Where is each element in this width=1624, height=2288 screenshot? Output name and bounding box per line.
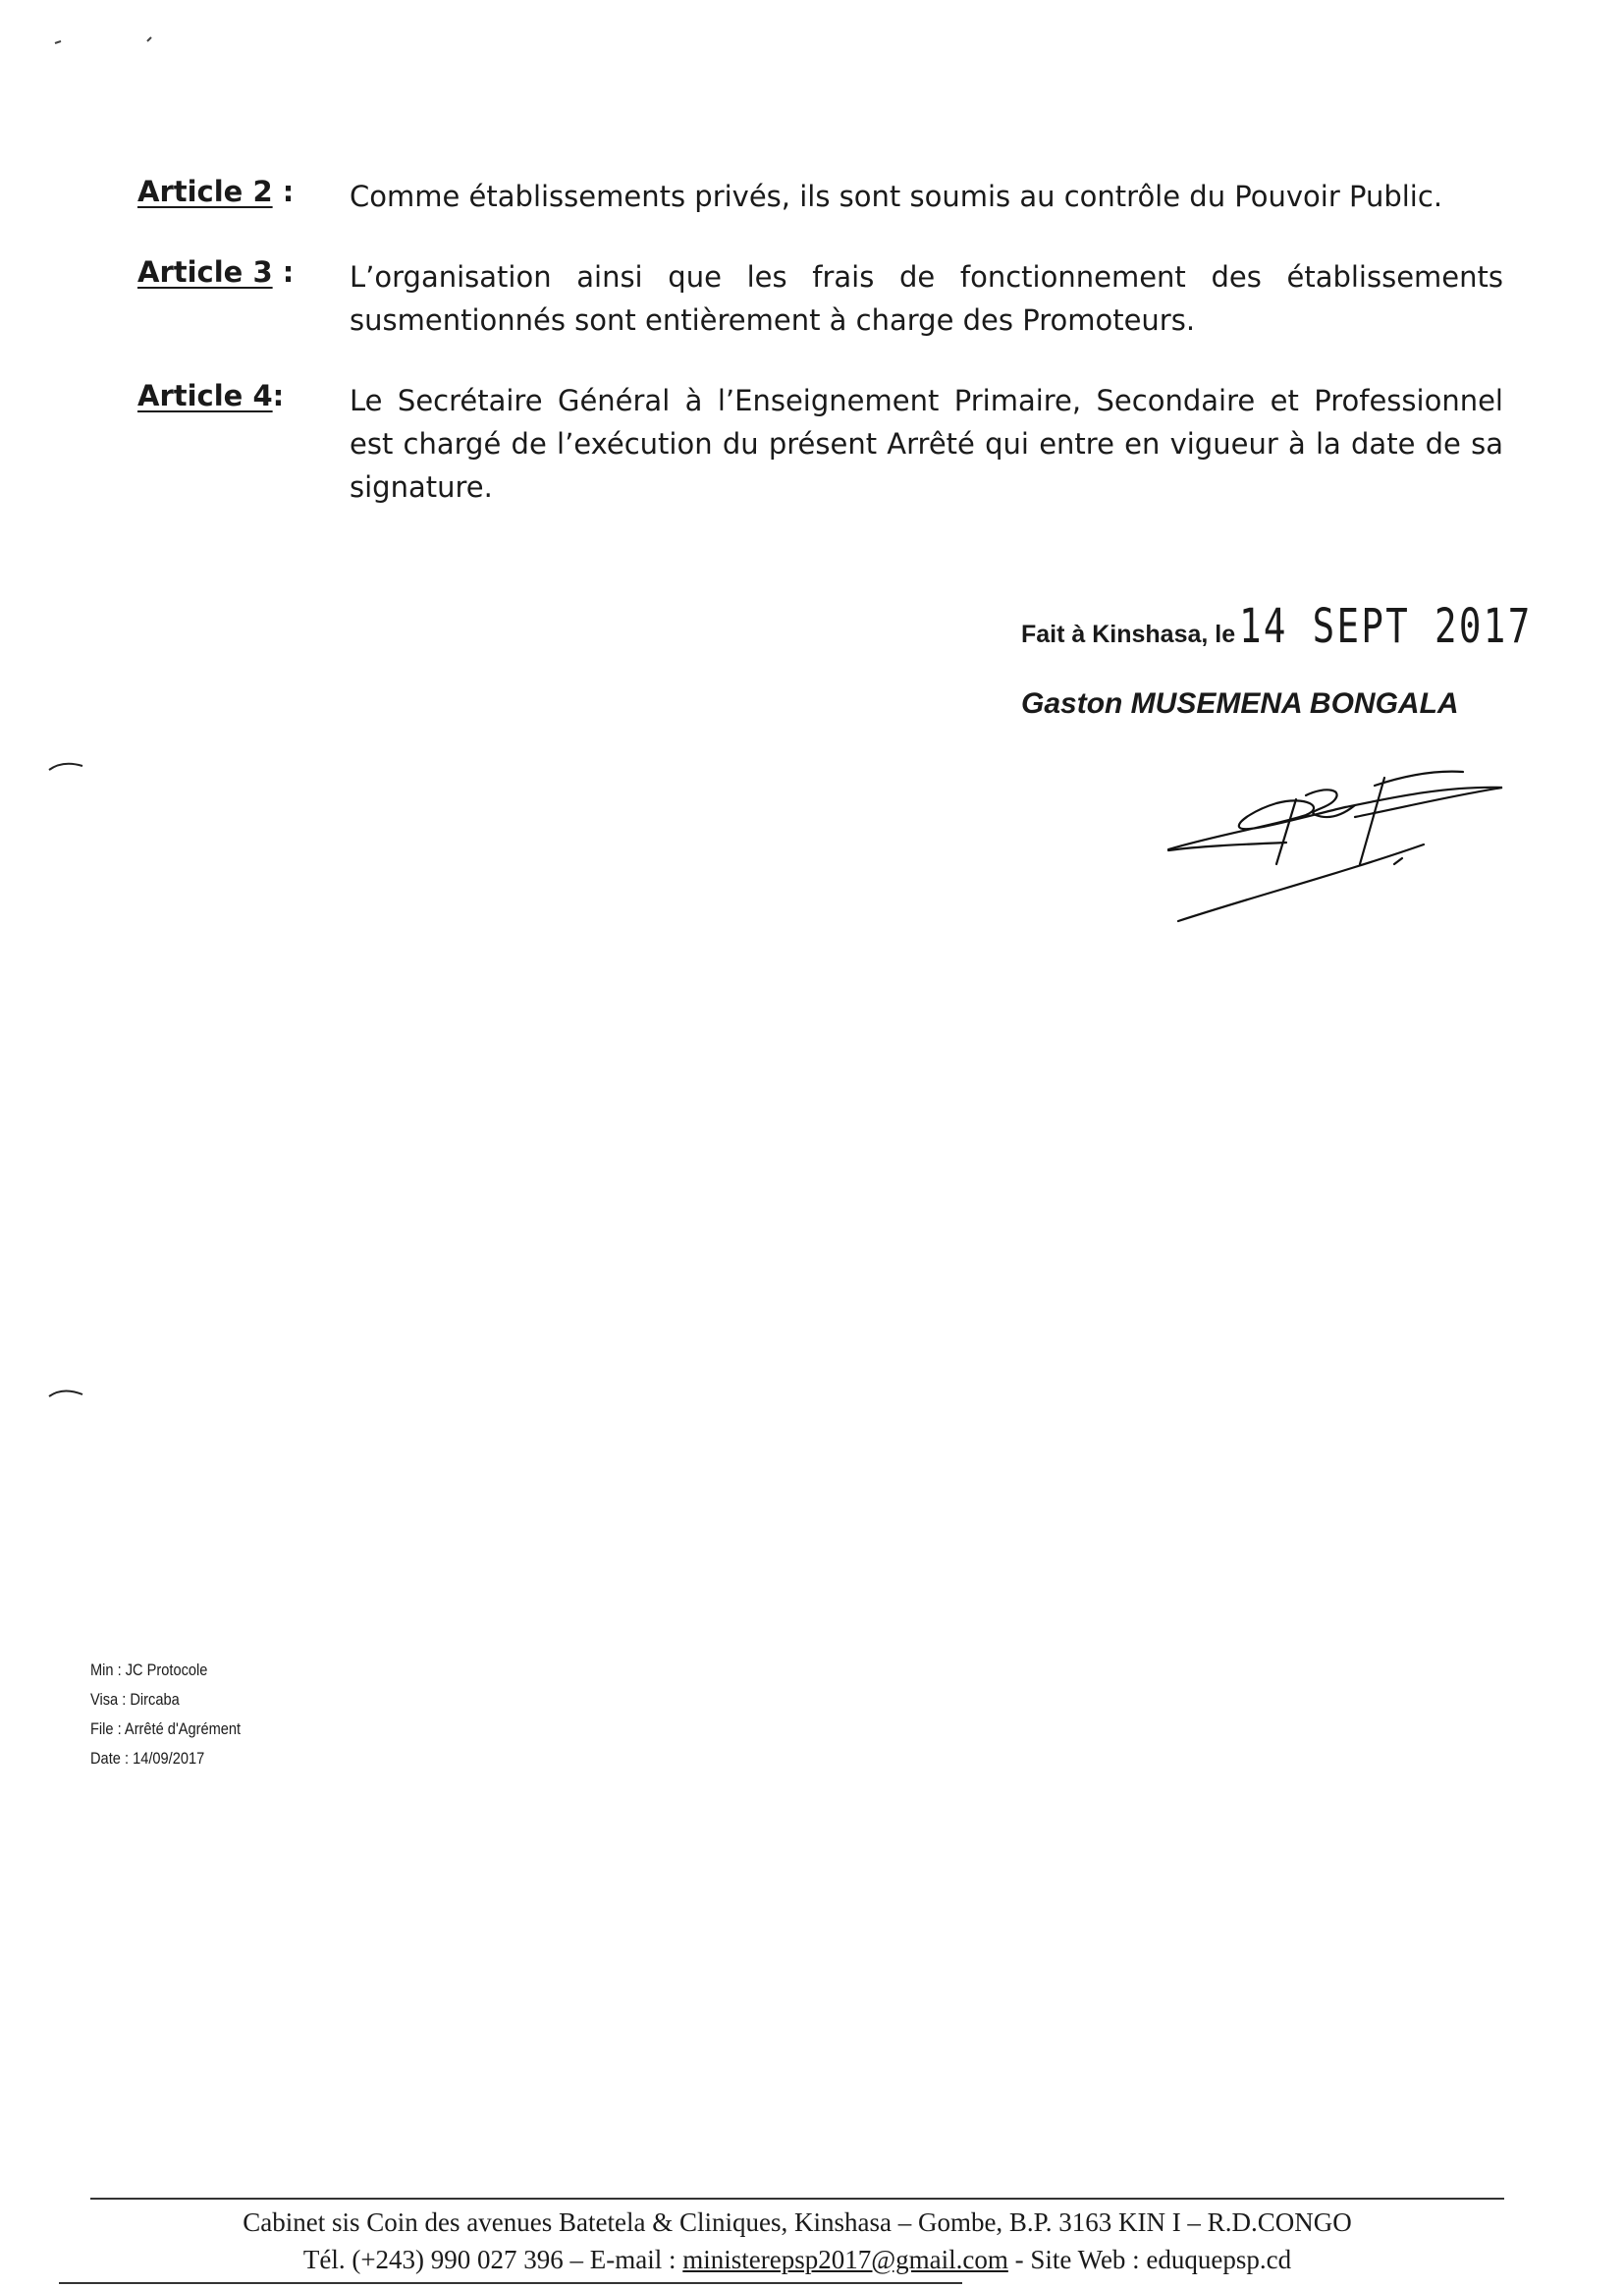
- scan-mark: [49, 29, 167, 49]
- binder-hole-mark: [45, 756, 94, 776]
- footer-divider-bottom: [59, 2282, 962, 2284]
- article-label: [137, 175, 334, 208]
- articles-section: [137, 175, 1512, 546]
- footer-divider: [90, 2198, 1504, 2200]
- footer-contact: [90, 2241, 1504, 2278]
- article-text: Le Secrétaire Général à l’Enseignement Primaire, Secondaire et Professionnel est chargé de l’exécution du présent Arrêté qui entre en vigueur à la date de sa signature.: [350, 384, 1503, 504]
- binder-hole-mark: [45, 1385, 94, 1404]
- article-separator: :: [272, 379, 285, 412]
- article-number: Article 2: [137, 175, 273, 208]
- footer-address: Cabinet sis Coin des avenues Batetela & Cliniques, Kinshasa – Gombe, B.P. 3163 KIN I – R.D.CONGO: [243, 2207, 1352, 2237]
- footer-tel: Tél. (+243) 990 027 396 – E-mail :: [302, 2245, 683, 2274]
- article-text: Comme établissements privés, ils sont soumis au contrôle du Pouvoir Public.: [350, 180, 1443, 213]
- handwritten-signature: [1159, 756, 1532, 933]
- ref-visa: Visa : Dircaba: [90, 1690, 180, 1709]
- ref-file: File : Arrêté d'Agrément: [90, 1719, 242, 1738]
- article-label: [137, 255, 334, 289]
- reference-block: [90, 1656, 241, 1773]
- article-number: Article 4: [137, 379, 273, 412]
- article-2: [137, 175, 1512, 218]
- article-label: [137, 379, 334, 412]
- article-separator: :: [272, 175, 295, 208]
- footer-site: - Site Web : eduquepsp.cd: [1007, 2245, 1292, 2274]
- ref-min: Min : JC Protocole: [90, 1661, 208, 1679]
- footer-email-link[interactable]: ministerepsp2017@gmail.com: [682, 2245, 1008, 2274]
- signatory-name: Gaston MUSEMENA BONGALA: [1021, 687, 1459, 720]
- letterhead-footer: [90, 2204, 1504, 2278]
- ref-date: Date : 14/09/2017: [90, 1749, 205, 1768]
- date-line: [1021, 599, 1533, 654]
- signature-block: [1021, 599, 1533, 721]
- article-number: Article 3: [137, 255, 273, 289]
- date-stamp: 14 SEPT 2017: [1239, 599, 1533, 654]
- article-separator: :: [272, 255, 295, 289]
- place-label: Fait à Kinshasa, le: [1021, 621, 1236, 648]
- article-3: [137, 255, 1512, 342]
- article-4: [137, 379, 1512, 509]
- article-text: L’organisation ainsi que les frais de fonctionnement des établissements susmentionnés sont entièrement à charge des Promoteurs.: [350, 260, 1503, 337]
